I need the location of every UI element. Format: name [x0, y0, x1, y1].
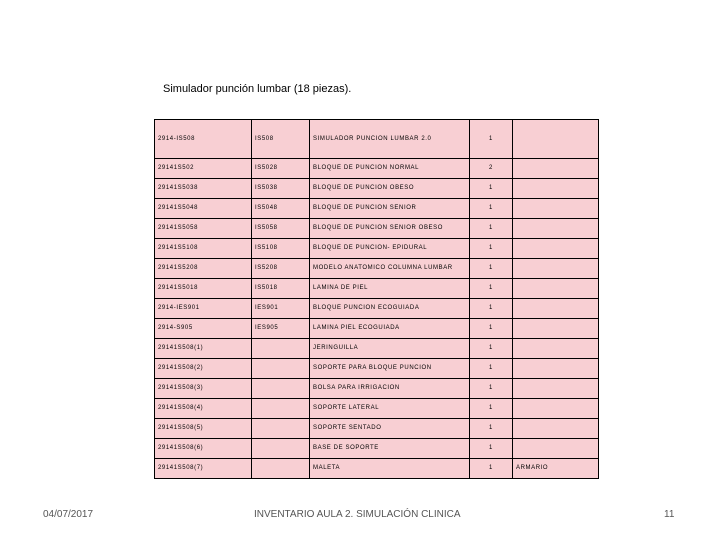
location-cell [513, 419, 599, 439]
item-code-cell: 29141S5018 [155, 279, 252, 299]
quantity-cell: 1 [470, 259, 513, 279]
description-cell: BLOQUE DE PUNCION SENIOR OBESO [310, 219, 470, 239]
ref-cell [252, 399, 310, 419]
item-code-cell: 29141S5208 [155, 259, 252, 279]
ref-cell [252, 379, 310, 399]
ref-cell [252, 359, 310, 379]
item-code-cell: 29141S508(7) [155, 459, 252, 479]
table-row [155, 399, 599, 419]
item-code-cell: 2914-IS508 [155, 120, 252, 159]
table-row [155, 279, 599, 299]
location-cell [513, 259, 599, 279]
item-code-cell: 29141S508(2) [155, 359, 252, 379]
table-row [155, 319, 599, 339]
ref-cell [252, 459, 310, 479]
description-cell: MODELO ANATOMICO COLUMNA LUMBAR [310, 259, 470, 279]
description-cell: SOPORTE PARA BLOQUE PUNCION [310, 359, 470, 379]
item-code-cell: 29141S5108 [155, 239, 252, 259]
table-row [155, 259, 599, 279]
description-cell: BLOQUE DE PUNCION NORMAL [310, 159, 470, 179]
item-code-cell: 29141S5058 [155, 219, 252, 239]
quantity-cell: 1 [470, 339, 513, 359]
table-row [155, 299, 599, 319]
ref-cell [252, 339, 310, 359]
table-row [155, 439, 599, 459]
quantity-cell: 1 [470, 299, 513, 319]
item-code-cell: 29141S508(5) [155, 419, 252, 439]
quantity-cell: 1 [470, 459, 513, 479]
description-cell: SOPORTE SENTADO [310, 419, 470, 439]
ref-cell: IS5038 [252, 179, 310, 199]
item-code-cell: 29141S508(4) [155, 399, 252, 419]
quantity-cell: 1 [470, 279, 513, 299]
item-code-cell: 2914-IES901 [155, 299, 252, 319]
quantity-cell: 1 [470, 239, 513, 259]
location-cell [513, 319, 599, 339]
ref-cell: IES905 [252, 319, 310, 339]
location-cell [513, 279, 599, 299]
quantity-cell: 1 [470, 359, 513, 379]
description-cell: BASE DE SOPORTE [310, 439, 470, 459]
location-cell [513, 120, 599, 159]
description-cell: BLOQUE DE PUNCION SENIOR [310, 199, 470, 219]
ref-cell [252, 439, 310, 459]
quantity-cell: 1 [470, 120, 513, 159]
location-cell [513, 399, 599, 419]
location-cell [513, 359, 599, 379]
item-code-cell: 29141S508(6) [155, 439, 252, 459]
inventory-table [154, 119, 599, 479]
location-cell [513, 199, 599, 219]
description-cell: MALETA [310, 459, 470, 479]
description-cell: SIMULADOR PUNCION LUMBAR 2.0 [310, 120, 470, 159]
table-row [155, 179, 599, 199]
item-code-cell: 29141S5038 [155, 179, 252, 199]
table-row [155, 379, 599, 399]
footer-date: 04/07/2017 [43, 509, 94, 520]
item-code-cell: 29141S508(1) [155, 339, 252, 359]
location-cell [513, 379, 599, 399]
item-code-cell: 29141S502 [155, 159, 252, 179]
inventory-table-body [155, 120, 599, 479]
table-row [155, 120, 599, 159]
ref-cell: IS5208 [252, 259, 310, 279]
ref-cell: IS5048 [252, 199, 310, 219]
description-cell: LAMINA DE PIEL [310, 279, 470, 299]
location-cell: ARMARIO [513, 459, 599, 479]
ref-cell: IS5058 [252, 219, 310, 239]
quantity-cell: 1 [470, 379, 513, 399]
location-cell [513, 439, 599, 459]
ref-cell: IS5028 [252, 159, 310, 179]
table-row [155, 419, 599, 439]
location-cell [513, 339, 599, 359]
quantity-cell: 1 [470, 219, 513, 239]
description-cell: BOLSA PARA IRRIGACION [310, 379, 470, 399]
description-cell: LAMINA PIEL ECOGUIADA [310, 319, 470, 339]
description-cell: BLOQUE DE PUNCION- EPIDURAL [310, 239, 470, 259]
table-row [155, 459, 599, 479]
quantity-cell: 2 [470, 159, 513, 179]
ref-cell: IS508 [252, 120, 310, 159]
table-row [155, 359, 599, 379]
table-row [155, 339, 599, 359]
ref-cell: IES901 [252, 299, 310, 319]
location-cell [513, 299, 599, 319]
location-cell [513, 159, 599, 179]
quantity-cell: 1 [470, 439, 513, 459]
quantity-cell: 1 [470, 319, 513, 339]
table-row [155, 219, 599, 239]
item-code-cell: 29141S5048 [155, 199, 252, 219]
location-cell [513, 239, 599, 259]
table-row [155, 199, 599, 219]
table-row [155, 239, 599, 259]
quantity-cell: 1 [470, 199, 513, 219]
table-row [155, 159, 599, 179]
ref-cell [252, 419, 310, 439]
description-cell: BLOQUE PUNCION ECOGUIADA [310, 299, 470, 319]
ref-cell: IS5018 [252, 279, 310, 299]
quantity-cell: 1 [470, 399, 513, 419]
quantity-cell: 1 [470, 419, 513, 439]
location-cell [513, 179, 599, 199]
item-code-cell: 29141S508(3) [155, 379, 252, 399]
footer-title: INVENTARIO AULA 2. SIMULACIÓN CLINICA [254, 509, 461, 520]
description-cell: SOPORTE LATERAL [310, 399, 470, 419]
description-cell: BLOQUE DE PUNCION OBESO [310, 179, 470, 199]
slide-title: Simulador punción lumbar (18 piezas). [163, 83, 352, 95]
item-code-cell: 2914-S905 [155, 319, 252, 339]
page-number: 11 [664, 509, 675, 520]
quantity-cell: 1 [470, 179, 513, 199]
ref-cell: IS5108 [252, 239, 310, 259]
description-cell: JERINGUILLA [310, 339, 470, 359]
location-cell [513, 219, 599, 239]
